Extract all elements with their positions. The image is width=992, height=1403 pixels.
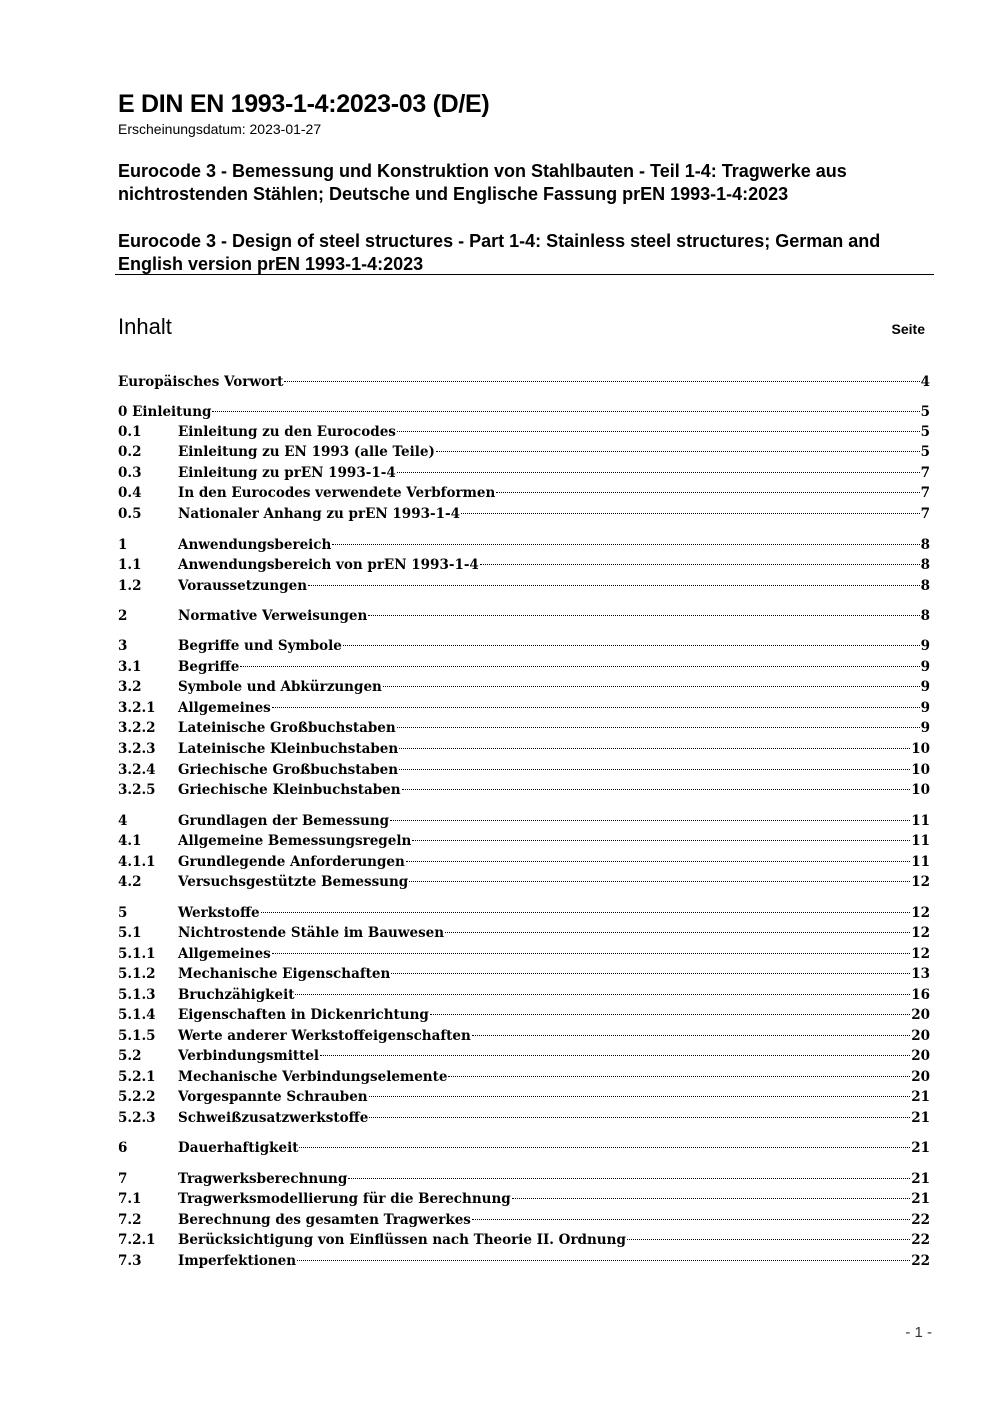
toc-entry-title: Voraussetzungen (178, 578, 308, 594)
toc-entry[interactable] (118, 504, 930, 524)
toc-entry-title: Werkstoffe (178, 905, 260, 921)
toc-entry-page: 20 (911, 1048, 930, 1064)
toc-entry[interactable] (118, 1108, 930, 1128)
toc-entry-number: 3.2 (118, 679, 142, 695)
toc-entry-number: 3.1 (118, 659, 142, 675)
toc-entry-number: 1 (118, 537, 128, 553)
toc-entry-page: 9 (920, 638, 930, 654)
toc-entry[interactable] (118, 1169, 930, 1189)
toc-entry-page: 9 (920, 679, 930, 695)
toc-entry-page: 20 (911, 1007, 930, 1023)
toc-entry-number: 5.1.4 (118, 1007, 156, 1023)
toc-entry-number: 3.2.3 (118, 741, 156, 757)
toc-dot-leader (212, 411, 919, 412)
header-divider (115, 274, 934, 275)
toc-dot-leader (412, 840, 910, 841)
toc-entry-title: Berücksichtigung von Einflüssen nach Theorie II. Ordnung (178, 1232, 626, 1248)
toc-dot-leader (399, 748, 910, 749)
toc-entry-page: 7 (920, 506, 930, 522)
toc-entry-title: Bruchzähigkeit (178, 987, 295, 1003)
toc-entry[interactable] (118, 535, 930, 555)
toc-entry-title: Mechanische Eigenschaften (178, 966, 391, 982)
toc-entry[interactable] (118, 1067, 930, 1087)
toc-entry-number: 7 (118, 1171, 128, 1187)
toc-dot-leader (240, 666, 919, 667)
toc-entry-page: 21 (911, 1140, 930, 1156)
toc-entry-number: 5.1.1 (118, 946, 156, 962)
toc-entry-title: Allgemeines (178, 700, 271, 716)
toc-entry-title: Anwendungsbereich von prEN 1993-1-4 (178, 557, 479, 573)
toc-dot-leader (406, 861, 910, 862)
toc-dot-leader (397, 727, 920, 728)
toc-entry[interactable] (118, 555, 930, 575)
toc-entry-title: Normative Verweisungen (178, 608, 368, 624)
toc-dot-leader (399, 769, 910, 770)
toc-dot-leader (397, 472, 920, 473)
toc-dot-leader (299, 1147, 910, 1148)
toc-entry-title: Begriffe (178, 659, 240, 675)
toc-entry-title: Vorgespannte Schrauben (178, 1089, 368, 1105)
toc-entry-number: 4.1 (118, 833, 142, 849)
toc-entry-number: 5.2.1 (118, 1069, 156, 1085)
toc-entry[interactable] (118, 402, 930, 422)
toc-entry-number: 3 (118, 638, 128, 654)
toc-entry[interactable] (118, 811, 930, 831)
toc-dot-leader (496, 492, 919, 493)
toc-entry-number: 7.2 (118, 1212, 142, 1228)
toc-entry-number: 0.4 (118, 485, 142, 501)
toc-entry-page: 12 (911, 874, 930, 890)
toc-dot-leader (480, 564, 920, 565)
toc-entry[interactable] (118, 442, 930, 462)
toc-heading: Inhalt (118, 314, 172, 339)
toc-entry-page: 21 (911, 1191, 930, 1207)
toc-entry-title: Griechische Kleinbuchstaben (178, 782, 401, 798)
toc-entry[interactable] (118, 872, 930, 892)
toc-entry[interactable] (118, 739, 930, 759)
toc-dot-leader (272, 707, 920, 708)
toc-entry-page: 7 (920, 485, 930, 501)
toc-entry[interactable] (118, 1005, 930, 1025)
toc-entry-number: 0.1 (118, 424, 142, 440)
toc-entry-page: 11 (911, 854, 930, 870)
toc-dot-leader (430, 1014, 910, 1015)
toc-entry-page: 7 (920, 465, 930, 481)
toc-entry-number: 5.1.2 (118, 966, 156, 982)
toc-dot-leader (369, 1096, 911, 1097)
toc-dot-leader (445, 932, 910, 933)
toc-entry-page: 5 (920, 404, 930, 420)
toc-entry-title: Verbindungsmittel (178, 1048, 320, 1064)
toc-entry-title: Tragwerksberechnung (178, 1171, 348, 1187)
toc-entry-title: 0 Einleitung (118, 404, 212, 420)
toc-entry-title: Versuchsgestützte Bemessung (178, 874, 409, 890)
toc-dot-leader (512, 1198, 910, 1199)
toc-entry-page: 22 (911, 1232, 930, 1248)
toc-entry-page: 21 (911, 1171, 930, 1187)
toc-entry-page: 5 (920, 444, 930, 460)
toc-entry-number: 0.3 (118, 465, 142, 481)
toc-entry[interactable] (118, 698, 930, 718)
toc-entry-number: 4 (118, 813, 128, 829)
toc-entry-page: 22 (911, 1212, 930, 1228)
toc-entry[interactable] (118, 852, 930, 872)
toc-entry-title: Lateinische Kleinbuchstaben (178, 741, 399, 757)
toc-entry[interactable] (118, 1087, 930, 1107)
toc-dot-leader (391, 973, 910, 974)
toc-entry[interactable] (118, 1251, 930, 1271)
toc-entry[interactable] (118, 831, 930, 851)
toc-entry-title: Allgemeine Bemessungsregeln (178, 833, 412, 849)
toc-entry-title: Dauerhaftigkeit (178, 1140, 299, 1156)
title-german: Eurocode 3 - Bemessung und Konstruktion von Stahlbauten - Teil 1-4: Tragwerke aus nichtrostenden Stählen; Deutsche und Englische Fassung prEN 1993-1-4:2023 (118, 161, 847, 204)
toc-dot-leader (472, 1035, 910, 1036)
toc-entry-title: Mechanische Verbindungselemente (178, 1069, 448, 1085)
toc-entry[interactable] (118, 985, 930, 1005)
toc-entry-title: Symbole und Abkürzungen (178, 679, 382, 695)
toc-entry[interactable] (118, 606, 930, 626)
toc-entry-title: Tragwerksmodellierung für die Berechnung (178, 1191, 511, 1207)
toc-entry-page: 10 (911, 741, 930, 757)
toc-entry-title: Begriffe und Symbole (178, 638, 342, 654)
toc-entry-number: 3.2.1 (118, 700, 156, 716)
toc-entry-page: 13 (911, 966, 930, 982)
toc-entry-number: 7.2.1 (118, 1232, 156, 1248)
toc-entry-number: 7.3 (118, 1253, 142, 1269)
toc-entry-title: Einleitung zu den Eurocodes (178, 424, 396, 440)
toc-entry-number: 4.1.1 (118, 854, 156, 870)
toc-entry-title: Grundlagen der Bemessung (178, 813, 390, 829)
toc-entry[interactable] (118, 657, 930, 677)
toc-page-label: Seite (891, 321, 925, 337)
toc-dot-leader (308, 585, 920, 586)
toc-entry[interactable] (118, 903, 930, 923)
toc-entry[interactable] (118, 1026, 930, 1046)
publication-date: Erscheinungsdatum: 2023-01-27 (118, 121, 322, 137)
toc-entry[interactable] (118, 677, 930, 697)
toc-entry-number: 5.1.5 (118, 1028, 156, 1044)
toc-entry-page: 20 (911, 1028, 930, 1044)
toc-dot-leader (369, 1117, 910, 1118)
toc-entry[interactable] (118, 944, 930, 964)
toc-dot-leader (332, 544, 919, 545)
toc-entry[interactable] (118, 1138, 930, 1158)
toc-entry-number: 5.1 (118, 925, 142, 941)
toc-entry-title: Schweißzusatzwerkstoffe (178, 1110, 369, 1126)
toc-entry-title: In den Eurocodes verwendete Verbformen (178, 485, 496, 501)
toc-dot-leader (261, 912, 911, 913)
toc-entry-number: 1.2 (118, 578, 142, 594)
toc-entry-page: 5 (920, 424, 930, 440)
toc-entry-number: 5 (118, 905, 128, 921)
toc-entry-page: 16 (911, 987, 930, 1003)
toc-entry-title: Europäisches Vorwort (118, 374, 284, 390)
toc-entry-number: 6 (118, 1140, 128, 1156)
toc-entry[interactable] (118, 780, 930, 800)
toc-entry-page: 8 (920, 578, 930, 594)
toc-entry-page: 10 (911, 762, 930, 778)
toc-entry-page: 9 (920, 659, 930, 675)
toc-entry-number: 5.2.2 (118, 1089, 156, 1105)
toc-entry-number: 3.2.4 (118, 762, 156, 778)
toc-entry-number: 0.5 (118, 506, 142, 522)
toc-entry-page: 22 (911, 1253, 930, 1269)
toc-dot-leader (436, 451, 920, 452)
toc-entry-title: Nichtrostende Stähle im Bauwesen (178, 925, 445, 941)
toc-dot-leader (390, 820, 910, 821)
toc-entry-title: Anwendungsbereich (178, 537, 332, 553)
toc-dot-leader (383, 686, 920, 687)
toc-entry-page: 8 (920, 557, 930, 573)
toc-dot-leader (297, 1260, 910, 1261)
toc-dot-leader (409, 881, 910, 882)
toc-dot-leader (295, 994, 910, 995)
toc-entry-page: 9 (920, 700, 930, 716)
toc-dot-leader (627, 1239, 910, 1240)
toc-entry[interactable] (118, 923, 930, 943)
toc-entry-page: 12 (911, 946, 930, 962)
toc-entry-page: 4 (920, 374, 930, 390)
page-number: - 1 - (905, 1324, 932, 1341)
toc-entry-title: Allgemeines (178, 946, 271, 962)
toc-dot-leader (461, 513, 920, 514)
toc-entry-page: 11 (911, 813, 930, 829)
toc-dot-leader (368, 615, 919, 616)
toc-entry-page: 9 (920, 720, 930, 736)
toc-entry[interactable] (118, 1230, 930, 1250)
toc-entry-page: 21 (911, 1089, 930, 1105)
toc-entry-page: 8 (920, 537, 930, 553)
toc-entry[interactable] (118, 636, 930, 656)
toc-entry-page: 12 (911, 925, 930, 941)
toc-entry-number: 3.2.5 (118, 782, 156, 798)
toc-entry-number: 5.2 (118, 1048, 142, 1064)
toc-entry-number: 0.2 (118, 444, 142, 460)
toc-entry-title: Griechische Großbuchstaben (178, 762, 399, 778)
toc-entry[interactable] (118, 760, 930, 780)
toc-entry-number: 5.1.3 (118, 987, 156, 1003)
toc-entry[interactable] (118, 964, 930, 984)
toc-entry-title: Werte anderer Werkstoffeigenschaften (178, 1028, 471, 1044)
toc-entry-page: 12 (911, 905, 930, 921)
toc-entry-number: 2 (118, 608, 128, 624)
toc-dot-leader (272, 953, 910, 954)
toc-entry[interactable] (118, 1046, 930, 1066)
toc-entry-number: 7.1 (118, 1191, 142, 1207)
toc-entry-number: 1.1 (118, 557, 142, 573)
toc-dot-leader (284, 381, 919, 382)
toc-entry[interactable] (118, 483, 930, 503)
document-id: E DIN EN 1993-1-4:2023-03 (D/E) (118, 90, 490, 118)
toc-entry[interactable] (118, 1210, 930, 1230)
toc-entry-title: Lateinische Großbuchstaben (178, 720, 396, 736)
toc-entry-page: 21 (911, 1110, 930, 1126)
toc-entry-number: 3.2.2 (118, 720, 156, 736)
toc-entry-page: 8 (920, 608, 930, 624)
toc-dot-leader (320, 1055, 910, 1056)
toc-dot-leader (448, 1076, 910, 1077)
toc-entry[interactable] (118, 372, 930, 392)
toc-entry-title: Berechnung des gesamten Tragwerkes (178, 1212, 471, 1228)
toc-entry[interactable] (118, 718, 930, 738)
toc-entry[interactable] (118, 1189, 930, 1209)
toc-entry-page: 10 (911, 782, 930, 798)
toc-dot-leader (343, 645, 920, 646)
toc-dot-leader (348, 1178, 910, 1179)
toc-entry-title: Einleitung zu prEN 1993-1-4 (178, 465, 396, 481)
toc-entry-title: Imperfektionen (178, 1253, 297, 1269)
toc-entry[interactable] (118, 422, 930, 442)
toc-dot-leader (402, 789, 911, 790)
toc-entry-title: Eigenschaften in Dickenrichtung (178, 1007, 429, 1023)
title-english: Eurocode 3 - Design of steel structures - Part 1-4: Stainless steel structures; German and English version prEN 1993-1-4:2023 (118, 231, 881, 274)
toc-entry-page: 20 (911, 1069, 930, 1085)
toc-dot-leader (397, 431, 920, 432)
toc-entry-title: Einleitung zu EN 1993 (alle Teile) (178, 444, 435, 460)
toc-entry[interactable] (118, 463, 930, 483)
toc-entry-title: Nationaler Anhang zu prEN 1993-1-4 (178, 506, 460, 522)
toc-entry[interactable] (118, 576, 930, 596)
toc-entry-title: Grundlegende Anforderungen (178, 854, 405, 870)
toc-entry-number: 4.2 (118, 874, 142, 890)
toc-dot-leader (472, 1219, 910, 1220)
toc-entry-number: 5.2.3 (118, 1110, 156, 1126)
toc-entry-page: 11 (911, 833, 930, 849)
